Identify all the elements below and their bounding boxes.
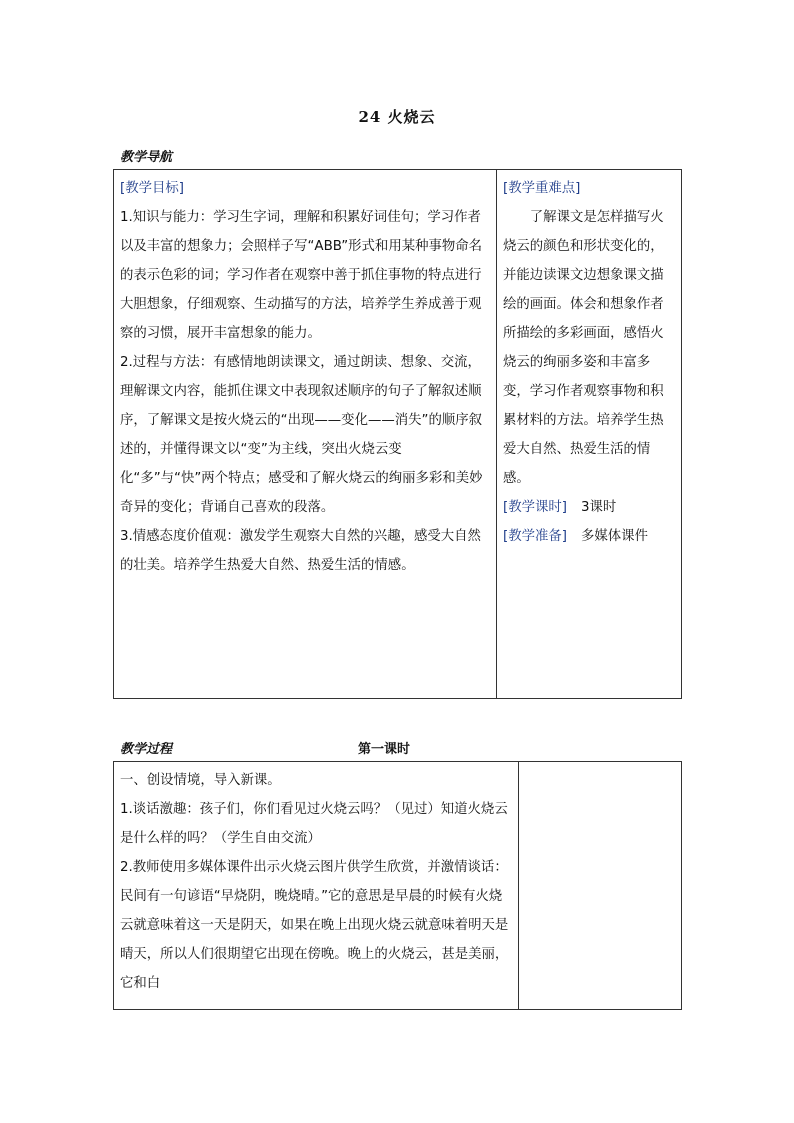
process-notes-cell — [519, 762, 682, 1010]
document-title: 24 火烧云 — [358, 108, 436, 126]
preparation-value: 多媒体课件 — [581, 529, 648, 544]
process-paragraph: 一、创设情境，导入新课。 — [120, 773, 281, 788]
objectives-label: [教学目标] — [120, 181, 185, 196]
key-points-cell — [497, 170, 682, 699]
class-hours-label: [教学课时] — [503, 500, 568, 515]
process-content-cell — [114, 762, 519, 1010]
objectives-cell — [114, 170, 497, 699]
class-hours-value: 3课时 — [581, 500, 617, 515]
teaching-process-table — [113, 761, 682, 1010]
objective-item: 3.情感态度价值观：激发学生观察大自然的兴趣，感受大自然的壮美。培养学生热爱大自然、热爱生活的情感。 — [120, 529, 481, 573]
process-paragraph: 2.教师使用多媒体课件出示火烧云图片供学生欣赏，并激情谈话：民间有一句谚语“早烧阴，晚烧晴。”它的意思是早晨的时候有火烧云就意味着这一天是阴天，如果在晚上出现火烧云就意味着明天是晴天，所以人们很期望它出现在傍晚。晚上的火烧云，甚是美丽，它和白 — [120, 860, 509, 991]
preparation-label: [教学准备] — [503, 529, 568, 544]
key-points-label: [教学重难点] — [503, 181, 581, 196]
lesson-title: 第一课时 — [358, 742, 411, 757]
process-section-label: 教学过程 — [120, 742, 173, 757]
class-hours-row — [503, 493, 675, 522]
objective-item: 1.知识与能力：学习生字词，理解和积累好词佳句；学习作者以及丰富的想象力；会照样子写“ABB”形式和用某种事物命名的表示色彩的词；学习作者在观察中善于抓住事物的特点进行大胆想象，仔细观察、生动描写的方法，培养学生养成善于观察的习惯，展开丰富想象的能力。 — [120, 210, 483, 341]
key-points-text: 了解课文是怎样描写火烧云的颜色和形状变化的，并能边读课文边想象课文描绘的画面。体会和想象作者所描绘的多彩画面，感悟火烧云的绚丽多姿和丰富多变，学习作者观察事物和积累材料的方法。培养学生热爱大自然、热爱生活的情感。 — [503, 210, 664, 486]
preparation-row — [503, 522, 675, 551]
process-paragraph: 1.谈话激趣：孩子们，你们看见过火烧云吗？（见过）知道火烧云是什么样的吗？（学生自由交流） — [120, 802, 508, 846]
teaching-nav-table — [113, 169, 682, 699]
nav-section-label: 教学导航 — [120, 150, 173, 165]
objective-item: 2.过程与方法：有感情地朗读课文，通过朗读、想象、交流，理解课文内容，能抓住课文中表现叙述顺序的句子了解叙述顺序，了解课文是按火烧云的“出现——变化——消失”的顺序叙述的，并懂得课文以“变”为主线，突出火烧云变化“多”与“快”两个特点；感受和了解火烧云的绚丽多彩和美妙奇异的变化；背诵自己喜欢的段落。 — [120, 355, 483, 515]
